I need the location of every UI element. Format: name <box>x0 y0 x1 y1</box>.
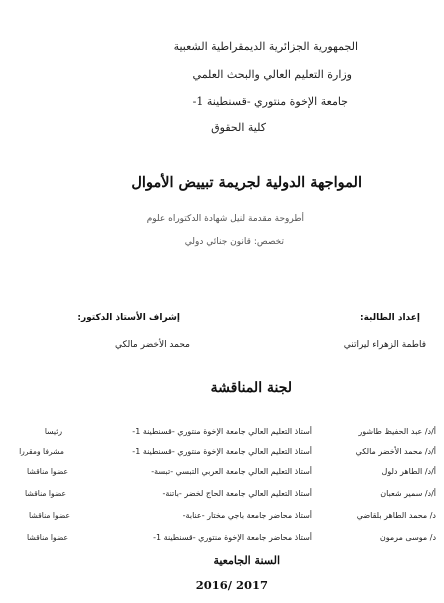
header-faculty: كلية الحقوق <box>211 121 266 134</box>
header-ministry: وزارة التعليم العالي والبحث العلمي <box>192 68 352 81</box>
member-affiliation: أستاذ التعليم العالي جامعة الإخوة منتوري -قسنطينة 1- <box>132 447 312 456</box>
supervisor-label: إشراف الأستاذ الدكتور: <box>77 313 180 323</box>
member-role: عضوا مناقشا <box>27 533 68 542</box>
member-name: أ/د/ سمير شعبان <box>380 489 436 498</box>
supervisor-name: محمد الأخضر مالكي <box>114 340 190 350</box>
member-affiliation: أستاذ التعليم العالي جامعة العربي التبسي -تبسة- <box>151 467 312 476</box>
header-republic: الجمهورية الجزائرية الديمقراطية الشعبية <box>173 40 358 53</box>
member-affiliation: أستاذ محاضر جامعة الإخوة منتوري -قسنطينة 1- <box>153 533 312 542</box>
member-name: أ/د/ عبد الحفيظ طاشور <box>358 427 436 436</box>
member-role: مشرفا ومقررا <box>19 447 64 456</box>
member-affiliation: أستاذ محاضر جامعة باجي مختار -عنابة- <box>182 511 312 520</box>
member-role: رئيسا <box>44 427 62 436</box>
academic-year: 2016/ 2017 <box>195 578 268 592</box>
student-label: إعداد الطالبة: <box>360 313 420 323</box>
thesis-subtitle: أطروحة مقدمة لنيل شهادة الدكتوراه علوم <box>146 214 304 224</box>
member-role: عضوا مناقشا <box>27 467 68 476</box>
member-affiliation: أستاذ التعليم العالي جامعة الإخوة منتوري -قسنطينة 1- <box>132 427 312 436</box>
member-role: عضوا مناقشا <box>29 511 70 520</box>
member-name: أ/د/ الطاهر دلول <box>381 467 436 476</box>
committee-title: لجنة المناقشة <box>210 380 292 396</box>
member-affiliation: أستاذ التعليم العالي جامعة الحاج لخضر -باتنة- <box>162 489 312 498</box>
thesis-title: المواجهة الدولية لجريمة تبييض الأموال <box>131 174 362 191</box>
header-university: جامعة الإخوة منتوري -قسنطينة 1- <box>192 95 348 108</box>
member-role: عضوا مناقشا <box>25 489 66 498</box>
student-name: فاطمة الزهراء ليراتني <box>343 340 426 350</box>
member-name: أ/د/ محمد الأخضر مالكي <box>355 447 436 456</box>
thesis-specialty: تخصص: قانون جنائي دولي <box>184 237 284 247</box>
academic-year-label: السنة الجامعية <box>213 554 280 567</box>
member-name: د/ محمد الطاهر بلقاضي <box>356 511 436 520</box>
member-name: د/ موسى مرمون <box>379 533 436 542</box>
